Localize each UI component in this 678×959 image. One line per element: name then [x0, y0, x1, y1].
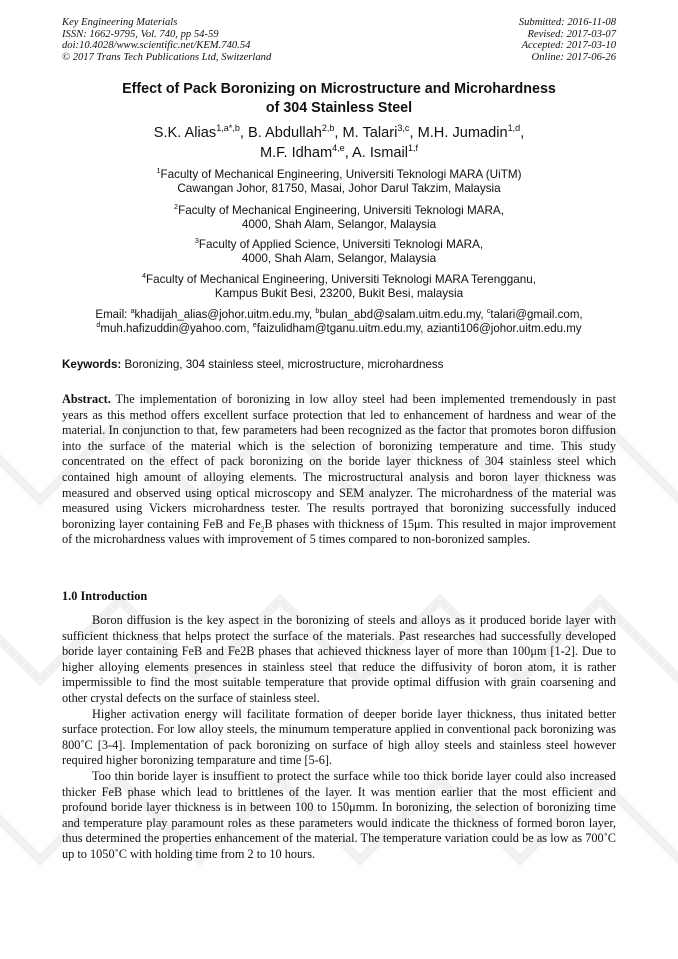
affiliation-line: Faculty of Applied Science, Universiti Teknologi MARA, [198, 238, 484, 251]
email-superscript: b [315, 307, 320, 316]
introduction-body [62, 613, 616, 863]
author-list: S.K. Alias$^{1,a*,b}$, B. Abdullah$^{2,b}$, M. Talari$^{3,c}$, M.H. Jumadin$^{1,d}$, M.F. Idham$^{4,e}$, A. Ismail$^{1,f}$ [153, 123, 525, 161]
affiliation-line: Faculty of Mechanical Engineering, Universiti Teknologi MARA Terengganu, [146, 273, 537, 286]
affiliation-number: 2 [174, 202, 179, 212]
author-superscript: 4,e [332, 142, 345, 153]
email-label: Email: [95, 309, 128, 321]
affiliation-number: 1 [156, 166, 161, 176]
date-online: Online: 2017-06-26 [531, 51, 616, 63]
date-submitted: Submitted: 2016-11-08 [518, 17, 616, 28]
paragraph: Too thin boride layer is insuffient to protect the surface while too thick boride layer could also increased thicker FeB phase which lead to brittlenes of the layer. It was mention earlier that the most efficient and profound boride layer thickness is in between 100 to 150μmm. In boronizing, the selection of boronizing time and temperature play paramount roles as these parameters would indicate the thickness of formed boron layer, thus determined the properties enhancement of the material. The temperature variation could be as low as 700˚C up to 1050˚C with holding time from 2 to 10 hours. [62, 768, 616, 861]
author-superscript: 1,a*,b [216, 123, 240, 134]
affiliation-line: Faculty of Mechanical Engineering, Universiti Teknologi MARA, [178, 204, 504, 217]
affiliation-line: Cawangan Johor, 81750, Masai, Johor Darul Takzim, Malaysia [177, 182, 501, 196]
email-superscript: a [130, 307, 135, 316]
email-block [62, 308, 616, 337]
author-name: S.K. Alias [153, 125, 217, 141]
article-dates [519, 17, 616, 63]
email-link[interactable]: talari@gmail.com, [490, 309, 583, 321]
author-superscript: 2,b [321, 123, 335, 134]
keywords [62, 358, 443, 372]
journal-name: Key Engineering Materials [62, 17, 178, 28]
paragraph: Boron diffusion is the key aspect in the boronizing of steels and alloys as it produced boride layer with sufficient thickness that helps protect the surface of the materials. Past researches had successfully developed boride layer containing FeB and Fe2B phases that achieved thickness layer of more than 100μm [1-2]. Due to higher alloying elements presences in stainless steel that reduce the diffusivity of boron atom, it is rather impermissible to find the most suitable temperature that provide optimal diffusion with grain coarsening and other crystal defects on the surface of stainless steel. [62, 613, 616, 705]
affiliation-line: 4000, Shah Alam, Selangor, Malaysia [241, 252, 437, 266]
title-line-1: Effect of Pack Boronizing on Microstructure and Microhardness [122, 81, 556, 97]
author-name: B. Abdullah [247, 125, 322, 141]
affiliation-number: 4 [141, 271, 147, 281]
journal-meta [62, 17, 271, 63]
affiliation [62, 168, 616, 197]
author-superscript: 1,f [407, 142, 419, 153]
abstract-text: The implementation of boronizing in low alloy steel had been implemented tremendously in past years as this method offers excellent surface protection that led to enhancement of hardness and wear of the material. In conjunction to that, few parameters had been recognized as the factor that promotes boron diffusion into the surface of the material which is the selection of boronizing temperature and time. This study concentrated on the effect of pack boronizing on the boride layer thickness of 304 stainless steel which contained high amount of alloying elements. The microstructural analysis and boron layer thickness was measured and observed using optical microscopy and SEM analyzer. The microhardness of the material was measured using Vickers microhardness tester. The results portrayed that boronizing successfully induced boronizing layer containing FeB and Fe [62, 392, 616, 531]
paragraph: Higher activation energy will facilitate formation of deeper boride layer thickness, thus initated better surface protection. For low alloy steels, the minumum temperature applied in conventional pack boronizing was 800˚C [3-4]. Implementation of pack boronizing on surface of high alloy steels and stainless steel however required higher boronizing temparature and time [5-6]. [62, 706, 616, 768]
date-accepted: Accepted: 2017-03-10 [521, 40, 616, 52]
affiliation-line: Kampus Bukit Besi, 23200, Bukit Besi, malaysia [214, 287, 464, 301]
email-superscript: d [96, 321, 101, 330]
affiliation [62, 204, 616, 233]
affiliation [62, 238, 616, 267]
author-superscript: 1,d [507, 123, 521, 134]
email-link[interactable]: bulan_abd@salam.uitm.edu.my, [319, 309, 484, 321]
abstract [62, 392, 616, 548]
affiliation-line: Faculty of Mechanical Engineering, Universiti Teknologi MARA (UiTM) [160, 168, 522, 181]
affiliation-number: 3 [194, 236, 199, 246]
journal-issn: ISSN: 1662-9795, Vol. 740, pp 54-59 [62, 28, 219, 40]
email-link[interactable]: khadijah_alias@johor.uitm.edu.my, [134, 309, 313, 321]
email-superscript: c [486, 307, 491, 316]
abstract-text-end: B phases with thickness of 15μm. This resulted in major improvement of the microhardness values with improvement of 5 times compared to non-boronized samples. [62, 516, 616, 547]
paper-title [62, 80, 616, 118]
author-name: M.H. Jumadin [417, 125, 508, 141]
abstract-label: Abstract. [62, 392, 111, 406]
email-link[interactable]: faizulidham@tganu.uitm.edu.my, [256, 323, 424, 336]
journal-doi[interactable]: doi:10.4028/www.scientific.net/KEM.740.54 [62, 40, 251, 52]
title-line-2: of 304 Stainless Steel [265, 100, 413, 116]
author-name: M.F. Idham [259, 144, 333, 161]
affiliation-line: 4000, Shah Alam, Selangor, Malaysia [241, 218, 437, 232]
email-superscript: e [252, 321, 257, 330]
keywords-label: Keywords: [62, 358, 122, 371]
author-name: M. Talari [342, 125, 398, 141]
email-link[interactable]: azianti106@johor.uitm.edu.my [426, 323, 582, 336]
author-superscript: 3,c [397, 123, 410, 134]
journal-copyright: © 2017 Trans Tech Publications Ltd, Switzerland [62, 51, 272, 63]
abstract-subscript: 2 [260, 524, 265, 534]
email-link[interactable]: muh.hafizuddin@yahoo.com, [100, 323, 250, 336]
keywords-text: Boronizing, 304 stainless steel, microstructure, microhardness [124, 358, 444, 371]
author-name: A. Ismail [352, 144, 408, 161]
date-revised: Revised: 2017-03-07 [527, 28, 616, 40]
affiliation [62, 273, 616, 302]
section-heading: 1.0 Introduction [62, 589, 148, 603]
